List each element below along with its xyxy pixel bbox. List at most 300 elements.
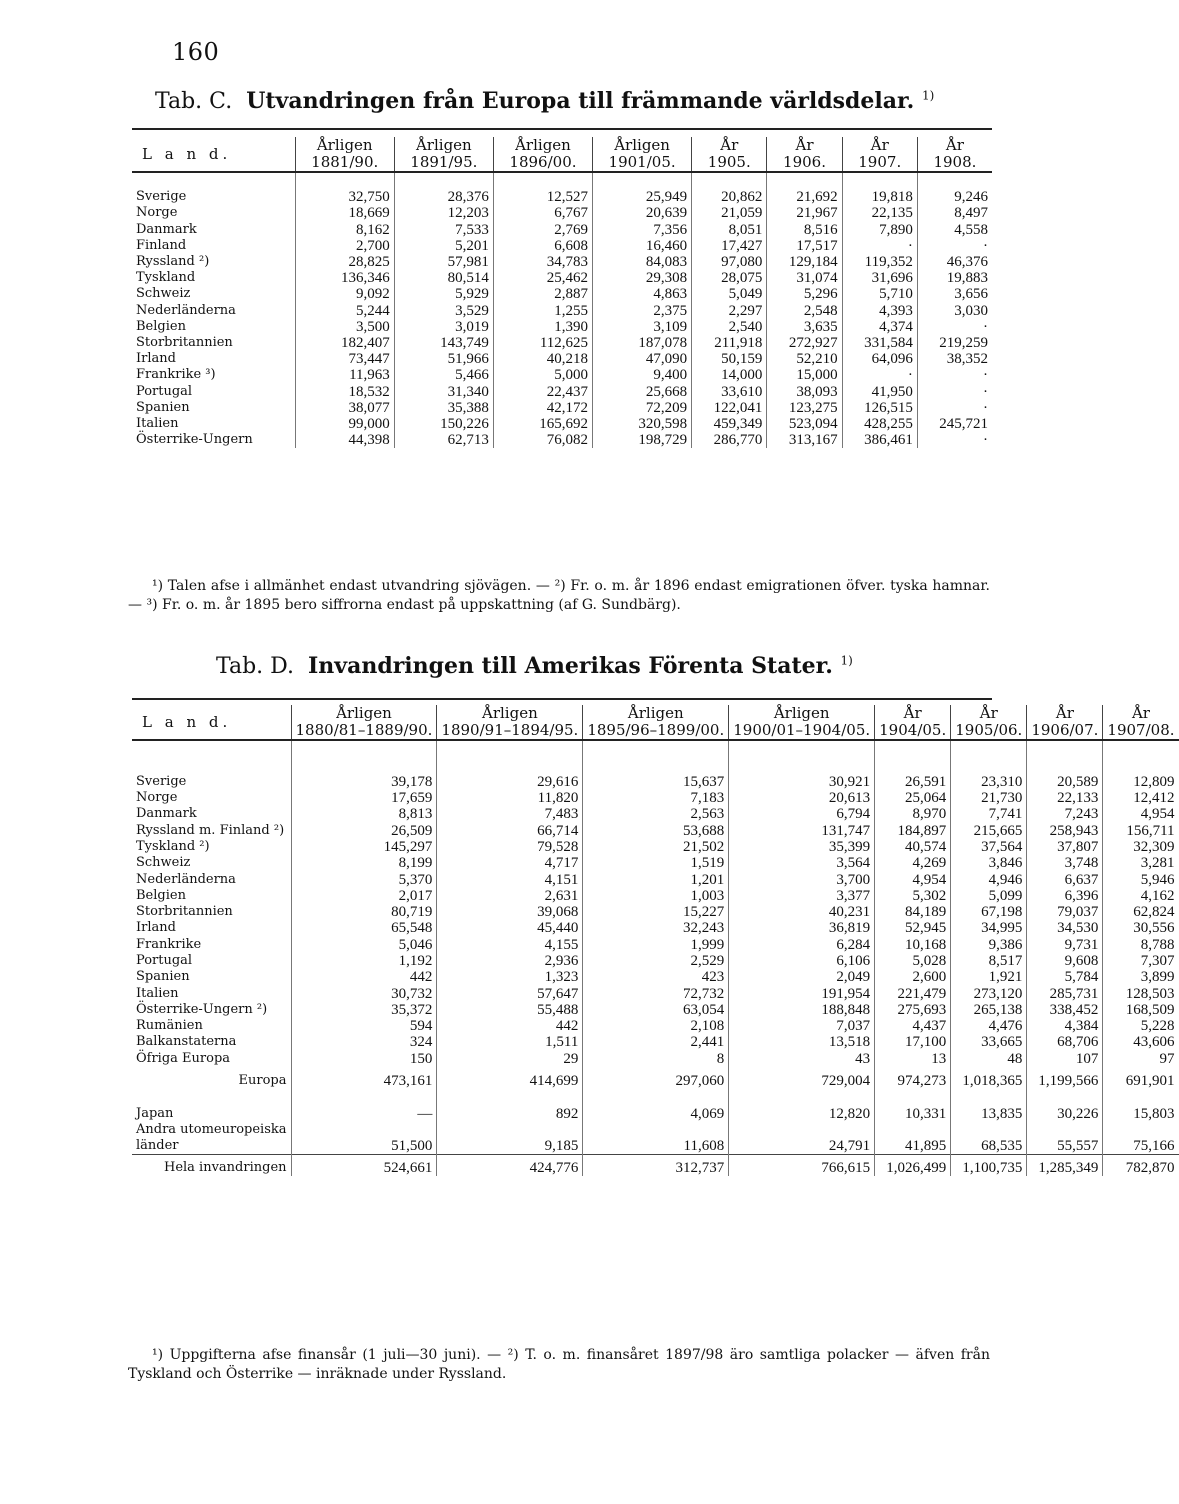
table-c-data-value: 17,427 — [692, 238, 767, 254]
table-d-data-value: 97 — [1103, 1051, 1179, 1067]
table-c-data-value: 123,275 — [767, 400, 842, 416]
table-c-data-country: Sverige — [136, 189, 187, 205]
table-d-data-country: Storbritannien — [136, 904, 233, 920]
table-c-data-value: 320,598 — [593, 416, 692, 432]
table-c-data-value: 33,610 — [692, 383, 767, 399]
table-d-data-value: 9,608 — [1027, 953, 1103, 969]
table-d-data-value: 1,999 — [583, 937, 729, 953]
table-d-spacer-cell — [132, 740, 291, 757]
table-c-header-col: År 1905. — [692, 137, 767, 172]
table-d-data-country: Portugal — [136, 953, 193, 968]
table-d-other-value: 68,535 — [951, 1138, 1027, 1155]
table-c-data-value: 15,000 — [767, 367, 842, 383]
table-d-title — [216, 653, 853, 679]
table-c-data-value: 20,639 — [593, 205, 692, 221]
table-c-data-value: 38,093 — [767, 383, 842, 399]
table-d-europe-row — [132, 1067, 1179, 1089]
table-d-data-value: 3,281 — [1103, 855, 1179, 871]
table-d-spacer-cell — [729, 1089, 875, 1105]
table-c-data-value: · — [842, 238, 917, 254]
table-c-data-value: 28,825 — [295, 254, 394, 270]
table-c-data-country: Schweiz — [136, 286, 191, 302]
table-d-spacer-cell — [1103, 757, 1179, 773]
table-d-data-value: 1,323 — [437, 969, 583, 985]
table-d-total-row — [132, 1155, 1179, 1176]
table-d-data-value: 4,162 — [1103, 888, 1179, 904]
page-number: 160 — [172, 38, 220, 66]
table-c-data-country: Nederländerna — [136, 302, 236, 318]
table-d-data-value: 150 — [291, 1051, 437, 1067]
table-d-data-value: 72,732 — [583, 985, 729, 1001]
table-d-other-row — [132, 1138, 1179, 1155]
table-d-header-land: L a n d. — [132, 705, 291, 740]
table-d-data-value: 79,528 — [437, 839, 583, 855]
table-d-europe-value: 1,199,566 — [1027, 1067, 1103, 1089]
table-c-data-row — [132, 286, 992, 302]
table-d-empty-cell — [951, 1122, 1027, 1138]
table-c-heading: Utvandringen från Europa till främmande världsdelar. — [246, 88, 915, 114]
table-d-data-country: Spanien — [136, 969, 190, 985]
table-c-data-value: 41,950 — [842, 383, 917, 399]
table-d-data-value: 2,441 — [583, 1034, 729, 1050]
table-c-data-value: 5,049 — [692, 286, 767, 302]
table-d-header-col: År 1905/06. — [951, 705, 1027, 740]
table-d-other-value: 75,166 — [1103, 1138, 1179, 1155]
table-c-data-row — [132, 400, 992, 416]
table-c-data-value: 31,340 — [394, 383, 493, 399]
table-d-data-value: 30,732 — [291, 985, 437, 1001]
table-d-data-value: 4,437 — [875, 1018, 951, 1034]
table-c-data-value: 7,890 — [842, 222, 917, 238]
table-d-data-value: 2,049 — [729, 969, 875, 985]
table-d-data-value: 2,108 — [583, 1018, 729, 1034]
table-c-data-value: 8,051 — [692, 222, 767, 238]
table-d-data-value: 34,995 — [951, 920, 1027, 936]
table-c-data-value: 5,201 — [394, 238, 493, 254]
table-c-spacer-cell — [917, 172, 992, 189]
table-c-data-value: 150,226 — [394, 416, 493, 432]
table-d-data-value: 2,600 — [875, 969, 951, 985]
table-d-spacer-cell — [291, 740, 437, 757]
table-d-other-value: 51,500 — [291, 1138, 437, 1155]
table-c-note-mark: 1) — [921, 88, 935, 103]
table-c-data-value: 16,460 — [593, 238, 692, 254]
table-d-japan-country: Japan — [136, 1105, 174, 1121]
table-d-data-value: 8,517 — [951, 953, 1027, 969]
table-c-data-country: Irland — [136, 351, 176, 367]
table-d-spacer — [132, 1089, 1179, 1105]
table-c-data-value: 112,625 — [493, 335, 592, 351]
table-c-header-col: År 1907. — [842, 137, 917, 172]
table-d-data-value: 17,100 — [875, 1034, 951, 1050]
table-d-data-value: 33,665 — [951, 1034, 1027, 1050]
table-d-data-value: 30,556 — [1103, 920, 1179, 936]
table-d-spacer-cell — [1103, 1089, 1179, 1105]
table-c-data-value: 9,092 — [295, 286, 394, 302]
table-d-data-row — [132, 822, 1179, 838]
table-d-data-value: 37,807 — [1027, 839, 1103, 855]
table-d-data-row — [132, 1034, 1179, 1050]
table-d-data-value: 48 — [951, 1051, 1027, 1067]
table-c-data-country: Finland — [136, 237, 187, 253]
table-d-data-row — [132, 790, 1179, 806]
table-c-data-country: Norge — [136, 205, 178, 221]
table-d-data-value: 79,037 — [1027, 904, 1103, 920]
table-c-data-value: 386,461 — [842, 432, 917, 448]
table-c-header-land: L a n d. — [132, 137, 295, 172]
table-d-header-col: År 1906/07. — [1027, 705, 1103, 740]
table-d-header-col: År 1907/08. — [1103, 705, 1179, 740]
table-d-spacer-cell — [729, 740, 875, 757]
table-c-data-value: 4,863 — [593, 286, 692, 302]
table-c-data-row — [132, 205, 992, 221]
table-d-data-value: 4,384 — [1027, 1018, 1103, 1034]
table-c-data-value: 3,109 — [593, 319, 692, 335]
table-c-data-country: Ryssland ²) — [136, 254, 210, 270]
table-d-data-value: 594 — [291, 1018, 437, 1034]
table-d-data-value: 84,189 — [875, 904, 951, 920]
table-d-spacer-cell — [1027, 1089, 1103, 1105]
table-c-data-value: 28,075 — [692, 270, 767, 286]
table-d-spacer-cell — [132, 1089, 291, 1105]
table-c-data-value: 5,296 — [767, 286, 842, 302]
table-c-data-value: 4,558 — [917, 222, 992, 238]
table-d-data-country: Ryssland m. Finland ²) — [136, 822, 285, 838]
table-c-data-value: 3,019 — [394, 319, 493, 335]
table-d-data-country: Öfriga Europa — [136, 1050, 231, 1066]
table-d-data-value: 8 — [583, 1051, 729, 1067]
table-d-data-value: 6,794 — [729, 806, 875, 822]
table-d-data-row — [132, 937, 1179, 953]
table-d-data-value: 5,228 — [1103, 1018, 1179, 1034]
table-c-data-row — [132, 238, 992, 254]
table-d-note-mark: 1) — [840, 653, 853, 668]
table-d-total-country: Hela invandringen — [132, 1155, 291, 1176]
table-c-data-value: · — [917, 319, 992, 335]
table-d-data-value: 25,064 — [875, 790, 951, 806]
table-d-heading: Invandringen till Amerikas Förenta Stater. — [308, 653, 833, 679]
table-d-japan-value: 10,331 — [875, 1106, 951, 1122]
table-d-spacer-cell — [1103, 740, 1179, 757]
table-c-data-value: 14,000 — [692, 367, 767, 383]
table-c-data-country: Tyskland — [136, 270, 196, 286]
table-d-data-value: 26,509 — [291, 822, 437, 838]
table-d-data-value: 5,028 — [875, 953, 951, 969]
table-d-data-value: 131,747 — [729, 822, 875, 838]
table-d-data-row — [132, 953, 1179, 969]
table-d-data-value: 3,899 — [1103, 969, 1179, 985]
table-d-data-value: 4,954 — [1103, 806, 1179, 822]
table-d-data-value: 20,589 — [1027, 774, 1103, 790]
table-d-spacer — [132, 757, 1179, 773]
table-d-data-value: 63,054 — [583, 1002, 729, 1018]
table-c-header-col: Årligen 1881/90. — [295, 137, 394, 172]
table-d-total-value: 1,100,735 — [951, 1155, 1027, 1176]
table-c-data-value: 3,500 — [295, 319, 394, 335]
table-d-data-value: 12,809 — [1103, 774, 1179, 790]
table-d-data-value: 23,310 — [951, 774, 1027, 790]
table-c-spacer-cell — [295, 172, 394, 189]
table-d-data-value: 4,155 — [437, 937, 583, 953]
table-d-data-value: 2,017 — [291, 888, 437, 904]
table-d-data-value: 442 — [437, 1018, 583, 1034]
table-d-other-value: 41,895 — [875, 1138, 951, 1155]
table-c-data-value: 4,374 — [842, 319, 917, 335]
table-d-data-value: 6,637 — [1027, 871, 1103, 887]
table-c-data-value: 51,966 — [394, 351, 493, 367]
table-c-data-value: 459,349 — [692, 416, 767, 432]
table-d-data-value: 35,399 — [729, 839, 875, 855]
table-d-other-value: 9,185 — [437, 1138, 583, 1155]
table-d-data-row — [132, 1051, 1179, 1067]
table-d-spacer-cell — [132, 757, 291, 773]
table-c-data-value: 313,167 — [767, 432, 842, 448]
table-c-data-value: 8,162 — [295, 222, 394, 238]
table-d-footnote — [128, 1346, 990, 1384]
table-c-data-value: 12,527 — [493, 189, 592, 205]
table-c-spacer-cell — [394, 172, 493, 189]
table-c-data-country: Portugal — [136, 383, 193, 399]
table-c-data-value: 99,000 — [295, 416, 394, 432]
table-c-spacer-cell — [692, 172, 767, 189]
table-c-data-value: 143,749 — [394, 335, 493, 351]
table-d-data-country: Nederländerna — [136, 871, 236, 887]
table-d-data-row — [132, 904, 1179, 920]
table-d-data-value: 258,943 — [1027, 822, 1103, 838]
table-c-data-value: 3,635 — [767, 319, 842, 335]
table-c-data-country: Italien — [136, 415, 179, 431]
table-d-data-value: 17,659 — [291, 790, 437, 806]
table-c-data-value: 22,135 — [842, 205, 917, 221]
table-d-spacer-cell — [951, 757, 1027, 773]
table-c-data-country: Danmark — [136, 221, 197, 237]
table-d-data-value: 2,936 — [437, 953, 583, 969]
table-d-data-country: Belgien — [136, 887, 186, 903]
table-d-europe-value: 974,273 — [875, 1067, 951, 1089]
table-c-header-col: Årligen 1896/00. — [493, 137, 592, 172]
table-c-data-value: 35,388 — [394, 400, 493, 416]
table-d-total-value: 1,026,499 — [875, 1155, 951, 1176]
table-d-data-value: 3,377 — [729, 888, 875, 904]
table-d-total-value: 424,776 — [437, 1155, 583, 1176]
table-c-data-country: Spanien — [136, 399, 190, 415]
table-c-data-value: 5,244 — [295, 303, 394, 319]
table-c-data-value: 4,393 — [842, 303, 917, 319]
table-c-data-value: 136,346 — [295, 270, 394, 286]
table-d-data-value: 22,133 — [1027, 790, 1103, 806]
table-c-header-col: År 1906. — [767, 137, 842, 172]
table-d-europe-value: 691,901 — [1103, 1067, 1179, 1089]
table-d-data-value: 12,412 — [1103, 790, 1179, 806]
table-c-data-value: 3,656 — [917, 286, 992, 302]
table-c-data-value: 17,517 — [767, 238, 842, 254]
table-d-data-value: 32,309 — [1103, 839, 1179, 855]
table-c-data-value: 18,532 — [295, 383, 394, 399]
table-c-data-value: 47,090 — [593, 351, 692, 367]
table-c-data-value: · — [917, 238, 992, 254]
table-d-spacer-cell — [291, 1089, 437, 1105]
table-c-data-value: 64,096 — [842, 351, 917, 367]
table-c-data-value: 165,692 — [493, 416, 592, 432]
table-d-data-value: 184,897 — [875, 822, 951, 838]
table-c-data-value: 25,462 — [493, 270, 592, 286]
table-c-data-value: · — [917, 400, 992, 416]
table-d-japan-value: 30,226 — [1027, 1106, 1103, 1122]
table-d-data-value: 168,509 — [1103, 1002, 1179, 1018]
table-d-data-value: 338,452 — [1027, 1002, 1103, 1018]
table-c-header-col: Årligen 1891/95. — [394, 137, 493, 172]
table-d-label: Tab. D. — [216, 654, 294, 679]
table-d-data-value: 2,529 — [583, 953, 729, 969]
table-d-data-value: 39,178 — [291, 774, 437, 790]
table-c-data-value: 286,770 — [692, 432, 767, 448]
table-c-data-value: 97,080 — [692, 254, 767, 270]
table-d-top-rule — [132, 698, 992, 700]
table-d-data-value: 1,519 — [583, 855, 729, 871]
table-d-empty-cell — [1027, 1122, 1103, 1138]
table-d-data-value: 273,120 — [951, 985, 1027, 1001]
table-c-data-row — [132, 270, 992, 286]
table-d-spacer-cell — [291, 757, 437, 773]
table-d-data-value: 36,819 — [729, 920, 875, 936]
table-c-data-value: 19,818 — [842, 189, 917, 205]
table-c-data-value: 3,529 — [394, 303, 493, 319]
table-c-footnote-text: ¹) Talen afse i allmänhet endast utvandring sjövägen. — ²) Fr. o. m. år 1896 endast emigrationen öfver. tyska hamnar. — ³) Fr. o. m. år 1895 bero siffrorna endast på uppskattning (af G. Sundbärg). — [128, 578, 990, 613]
table-c-data-country: Österrike-Ungern — [136, 432, 253, 448]
table-c-data-row — [132, 432, 992, 448]
table-d-data-value: 10,168 — [875, 937, 951, 953]
table-d-data-value: 3,846 — [951, 855, 1027, 871]
table-c-data-value: 12,203 — [394, 205, 493, 221]
table-d-japan-value: 4,069 — [583, 1106, 729, 1122]
table-d-data-value: 40,574 — [875, 839, 951, 855]
table-c-spacer-cell — [767, 172, 842, 189]
table-d-data-value: 15,637 — [583, 774, 729, 790]
table-c-data-value: 6,608 — [493, 238, 592, 254]
table-d-data-value: 4,269 — [875, 855, 951, 871]
table-c-data-country: Belgien — [136, 318, 186, 334]
table-c-data-value: 7,356 — [593, 222, 692, 238]
table-d-empty-cell — [437, 1122, 583, 1138]
table-d-data-value: 26,591 — [875, 774, 951, 790]
table-c-data-value: 9,400 — [593, 367, 692, 383]
table-d-data-country: Frankrike — [136, 936, 202, 952]
table-c-data-row — [132, 189, 992, 205]
table-d-data-country: Balkanstaterna — [136, 1034, 237, 1050]
table-d-spacer-cell — [951, 740, 1027, 757]
table-d-japan-value: 892 — [437, 1106, 583, 1122]
table-c-data-value: 211,918 — [692, 335, 767, 351]
table-c-data-value: 31,696 — [842, 270, 917, 286]
table-d-spacer-cell — [583, 757, 729, 773]
table-c-header-col: År 1908. — [917, 137, 992, 172]
table-c-data-value: 62,713 — [394, 432, 493, 448]
table-c-data-value: 57,981 — [394, 254, 493, 270]
table-c-data-value: 80,514 — [394, 270, 493, 286]
table-c-spacer — [132, 172, 992, 189]
table-d-data-value: 7,483 — [437, 806, 583, 822]
table-d-spacer-cell — [875, 740, 951, 757]
table-c-data-value: 1,390 — [493, 319, 592, 335]
table-c-data-value: 428,255 — [842, 416, 917, 432]
table-d-data-value: 52,945 — [875, 920, 951, 936]
table-c-data-value: 52,210 — [767, 351, 842, 367]
table-d-europe-value: 729,004 — [729, 1067, 875, 1089]
table-d-data-row — [132, 855, 1179, 871]
table-c-data-value: 44,398 — [295, 432, 394, 448]
table-d-data-value: 423 — [583, 969, 729, 985]
table-c-data-value: 3,030 — [917, 303, 992, 319]
table-c-data-value: 31,074 — [767, 270, 842, 286]
table-d-data-value: 53,688 — [583, 822, 729, 838]
table-d-data-row — [132, 969, 1179, 985]
table-c-header-col: Årligen 1901/05. — [593, 137, 692, 172]
table-c-data-value: 523,094 — [767, 416, 842, 432]
table-d-data-value: 1,192 — [291, 953, 437, 969]
table-d-data-value: 4,946 — [951, 871, 1027, 887]
table-d-data-value: 11,820 — [437, 790, 583, 806]
table-c-data-value: · — [842, 367, 917, 383]
table-c-footnote — [128, 577, 990, 615]
table-d-data-value: 128,503 — [1103, 985, 1179, 1001]
table-d-spacer-cell — [437, 1089, 583, 1105]
table-d-data-value: 8,199 — [291, 855, 437, 871]
table-c-data-value: 187,078 — [593, 335, 692, 351]
table-c-data-value: 2,769 — [493, 222, 592, 238]
table-c-data-value: 18,669 — [295, 205, 394, 221]
table-c-data-value: 119,352 — [842, 254, 917, 270]
table-d-empty-cell — [291, 1122, 437, 1138]
table-c-data-value: 219,259 — [917, 335, 992, 351]
table-d-total-value: 1,285,349 — [1027, 1155, 1103, 1176]
table-d-data-value: 4,717 — [437, 855, 583, 871]
table-d-other-country: länder — [136, 1138, 179, 1154]
table-c-data-value: 28,376 — [394, 189, 493, 205]
table-d-data-row — [132, 1018, 1179, 1034]
table-d-empty-cell — [875, 1122, 951, 1138]
table-d-other-value: 24,791 — [729, 1138, 875, 1155]
table-c-data-row — [132, 222, 992, 238]
table-d-data-value: 4,954 — [875, 871, 951, 887]
table-c-spacer-cell — [132, 172, 295, 189]
table-c-data-value: 7,533 — [394, 222, 493, 238]
table-d-data-value: 188,848 — [729, 1002, 875, 1018]
table-d-data-value: 68,706 — [1027, 1034, 1103, 1050]
table-c-data-row — [132, 367, 992, 383]
table-d-data-value: 1,511 — [437, 1034, 583, 1050]
table-c-data-value: 5,466 — [394, 367, 493, 383]
table-d-data-value: 34,530 — [1027, 920, 1103, 936]
table-d-data-value: 43,606 — [1103, 1034, 1179, 1050]
table-d-japan-value: 12,820 — [729, 1106, 875, 1122]
table-d-data-row — [132, 839, 1179, 855]
table-d-header-row — [132, 705, 1179, 740]
table-d-europe-value: 414,699 — [437, 1067, 583, 1089]
table-d-other-label: Andra utomeuropeiska — [136, 1121, 287, 1137]
table-c-data-value: 72,209 — [593, 400, 692, 416]
table-d-data-value: 5,370 — [291, 871, 437, 887]
table-d-header-col: Årligen 1880/81–1889/90. — [291, 705, 437, 740]
table-d-data-value: 7,037 — [729, 1018, 875, 1034]
table-d-data-value: 65,548 — [291, 920, 437, 936]
table-d-data-value: 8,970 — [875, 806, 951, 822]
table-c-data-value: 38,352 — [917, 351, 992, 367]
table-d-data-value: 29,616 — [437, 774, 583, 790]
table-d-spacer-cell — [437, 740, 583, 757]
table-d-data-value: 55,488 — [437, 1002, 583, 1018]
table-d-data-value: 145,297 — [291, 839, 437, 855]
table-d-spacer-cell — [1027, 740, 1103, 757]
